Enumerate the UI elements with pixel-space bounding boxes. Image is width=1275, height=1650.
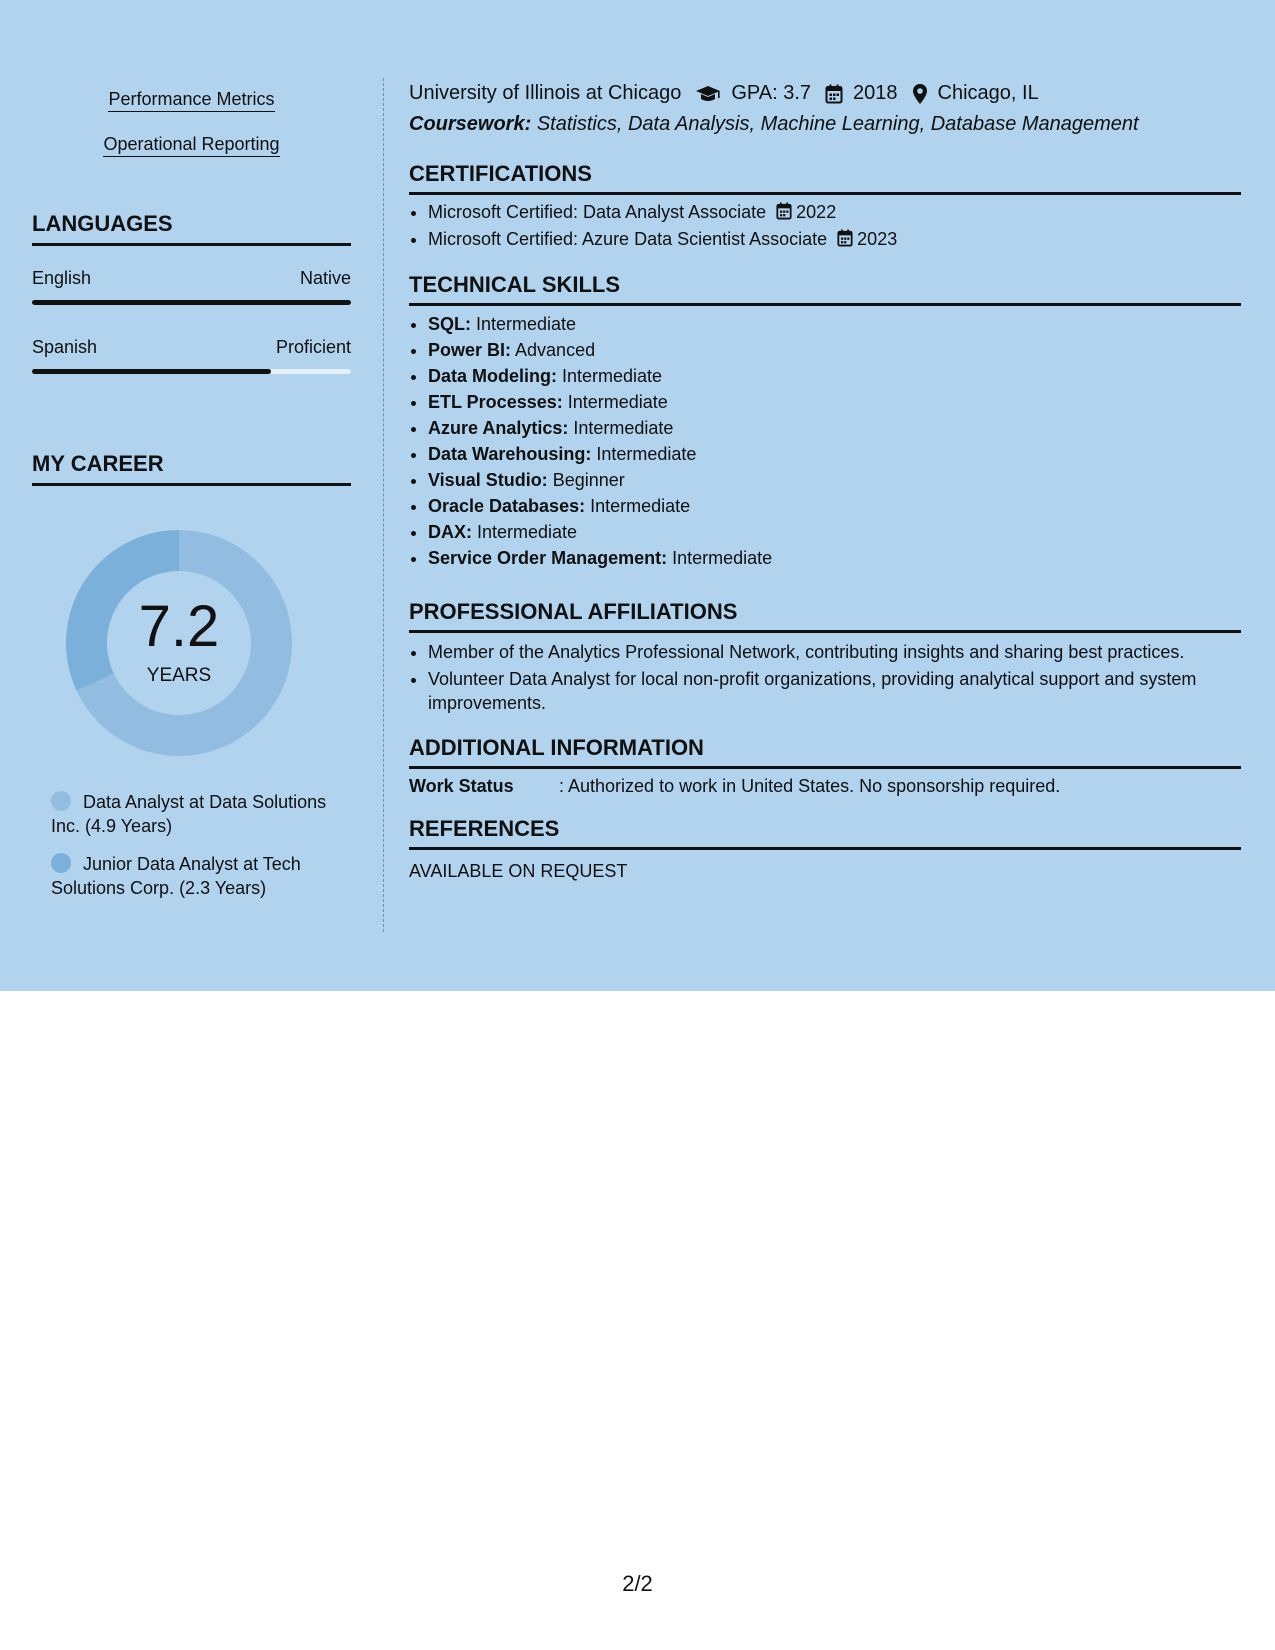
skill-level: Advanced <box>515 340 596 360</box>
skills-list <box>409 311 1260 571</box>
coursework-text: Statistics, Data Analysis, Machine Learning, Database Management <box>536 113 1139 135</box>
certification-year: 2023 <box>857 229 898 249</box>
skill-item <box>428 389 1260 415</box>
references-text: AVAILABLE ON REQUEST <box>409 861 628 881</box>
language-bar-english <box>32 300 351 305</box>
language-name: English <box>32 268 92 288</box>
skill-level: Intermediate <box>476 314 577 334</box>
list-item: • Member of the Analytics Professional Network, contributing insights and sharing best practices. <box>428 640 1260 665</box>
language-level: Proficient <box>275 337 351 357</box>
career-legend-item <box>51 790 341 838</box>
skill-name: Data Modeling: <box>428 366 557 386</box>
career-total-years: 7.2 <box>138 594 220 659</box>
skill-level: Intermediate <box>573 418 674 438</box>
skill-name: Service Order Management: <box>428 548 668 568</box>
skill-level: Intermediate <box>590 496 691 516</box>
additional-info-heading: ADDITIONAL INFORMATION <box>409 735 1241 769</box>
calendar-icon <box>776 202 792 220</box>
skill-name: ETL Processes: <box>428 392 563 412</box>
career-legend-item <box>51 852 341 900</box>
column-divider <box>383 78 384 932</box>
work-status-label: Work Status <box>409 776 514 796</box>
work-status-value: : Authorized to work in United States. No sponsorship required. <box>559 776 1061 796</box>
certifications-list <box>409 199 1260 253</box>
language-bar-fill <box>32 369 271 374</box>
gpa: GPA: 3.7 <box>731 82 812 104</box>
language-bar-fill <box>32 300 351 305</box>
skill-name: Visual Studio: <box>428 470 548 490</box>
skill-name: Oracle Databases: <box>428 496 586 516</box>
skill-name: DAX: <box>428 522 472 542</box>
skill-name: Data Warehousing: <box>428 444 592 464</box>
legend-dot <box>51 791 71 811</box>
skill-item <box>428 545 1260 571</box>
coursework <box>409 113 1139 136</box>
skill-level: Intermediate <box>562 366 663 386</box>
skill-item <box>428 311 1260 337</box>
legend-dot <box>51 853 71 873</box>
location-pin-icon <box>912 83 928 105</box>
education-location: Chicago, IL <box>937 82 1039 104</box>
skill-item <box>428 415 1260 441</box>
certification-name: Microsoft Certified: Data Analyst Associate <box>428 202 767 222</box>
skill-item <box>428 519 1260 545</box>
list-item <box>428 199 1260 226</box>
skill-item <box>428 493 1260 519</box>
career-heading: MY CAREER <box>32 451 351 486</box>
work-status <box>409 776 1060 797</box>
skill-item <box>428 337 1260 363</box>
language-name: Spanish <box>32 337 98 357</box>
calendar-icon <box>825 84 843 104</box>
education-line <box>409 82 1039 105</box>
graduation-cap-icon <box>695 84 721 104</box>
language-bar-spanish <box>32 369 351 374</box>
affiliations-list <box>409 640 1260 718</box>
coursework-label: Coursework: <box>409 113 532 135</box>
career-total-unit: YEARS <box>146 665 212 686</box>
page-number: 2/2 <box>622 1571 653 1596</box>
language-spanish <box>32 337 351 358</box>
calendar-icon <box>837 229 853 247</box>
skill-item <box>428 467 1260 493</box>
certifications-heading: CERTIFICATIONS <box>409 161 1241 195</box>
languages-heading: LANGUAGES <box>32 211 351 246</box>
skill-name: Azure Analytics: <box>428 418 569 438</box>
graduation-year: 2018 <box>853 82 898 104</box>
skill-item <box>428 441 1260 467</box>
certification-name: Microsoft Certified: Azure Data Scientist Associate <box>428 229 828 249</box>
skill-level: Intermediate <box>596 444 697 464</box>
legend-label: Junior Data Analyst at Tech Solutions Corp. (2.3 Years) <box>51 854 301 898</box>
language-english <box>32 268 351 289</box>
skills-heading: TECHNICAL SKILLS <box>409 272 1241 306</box>
list-item <box>428 226 1260 253</box>
skill-item <box>428 363 1260 389</box>
skill-level: Intermediate <box>477 522 578 542</box>
certification-year: 2022 <box>796 202 837 222</box>
skill-level: Intermediate <box>672 548 773 568</box>
skill-name: SQL: <box>428 314 471 334</box>
language-level: Native <box>299 268 351 288</box>
list-item: • Volunteer Data Analyst for local non-profit organizations, providing analytical support and system improvements. <box>428 667 1260 716</box>
affiliations-heading: PROFESSIONAL AFFILIATIONS <box>409 599 1241 633</box>
tag-operational-reporting: Operational Reporting <box>32 134 351 155</box>
legend-label: Data Analyst at Data Solutions Inc. (4.9 Years) <box>51 792 327 836</box>
references-heading: REFERENCES <box>409 816 1241 850</box>
skill-level: Beginner <box>552 470 625 490</box>
school-name: University of Illinois at Chicago <box>409 82 682 104</box>
skill-name: Power BI: <box>428 340 512 360</box>
tag-performance-metrics: Performance Metrics <box>32 89 351 110</box>
skill-level: Intermediate <box>567 392 668 412</box>
